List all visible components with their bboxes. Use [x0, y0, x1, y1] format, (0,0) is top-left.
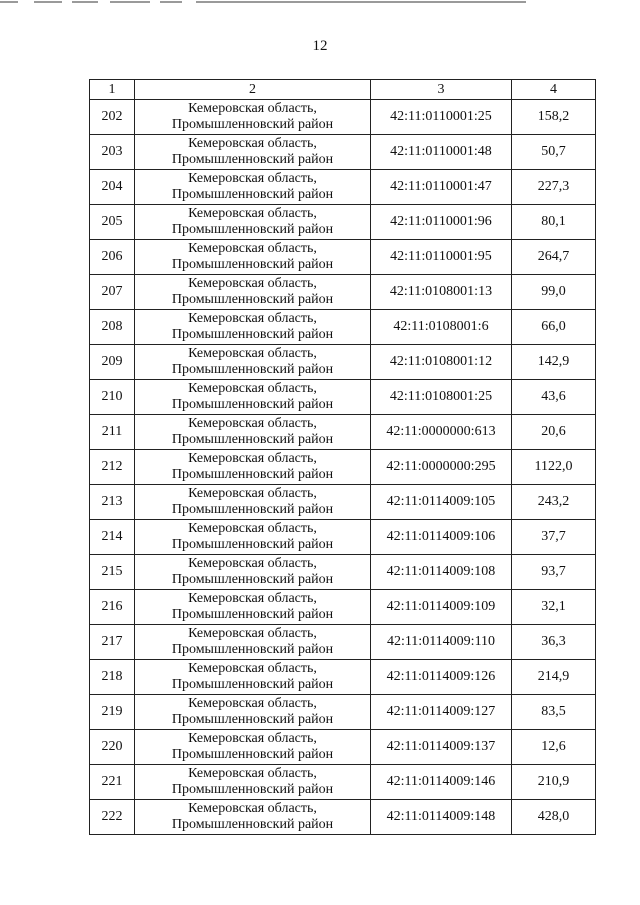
row-number-cell: 205 — [90, 205, 135, 240]
cadastral-number-cell: 42:11:0114009:146 — [371, 765, 512, 800]
table-row — [90, 800, 596, 835]
region-text: Кемеровская область, — [188, 346, 317, 361]
location-cell — [135, 555, 371, 590]
row-number-cell: 222 — [90, 800, 135, 835]
column-header-area: 4 — [512, 80, 596, 100]
area-cell: 243,2 — [512, 485, 596, 520]
cadastral-number-cell: 42:11:0108001:6 — [371, 310, 512, 345]
scan-edge-marks — [0, 0, 640, 6]
area-cell: 428,0 — [512, 800, 596, 835]
area-cell: 50,7 — [512, 135, 596, 170]
region-text: Кемеровская область, — [188, 521, 317, 536]
table-row — [90, 205, 596, 240]
row-number-cell: 206 — [90, 240, 135, 275]
cadastral-number-cell: 42:11:0114009:108 — [371, 555, 512, 590]
scan-edge-mark — [34, 1, 62, 3]
location-cell — [135, 520, 371, 555]
location-cell — [135, 800, 371, 835]
cadastral-number-cell: 42:11:0110001:96 — [371, 205, 512, 240]
region-text: Кемеровская область, — [188, 206, 317, 221]
district-text: Промышленновский район — [171, 642, 334, 657]
cadastral-number-cell: 42:11:0110001:47 — [371, 170, 512, 205]
table-row — [90, 730, 596, 765]
district-text: Промышленновский район — [171, 712, 334, 727]
area-cell: 83,5 — [512, 695, 596, 730]
district-text: Промышленновский район — [171, 677, 334, 692]
location-cell — [135, 275, 371, 310]
row-number-cell: 210 — [90, 380, 135, 415]
area-cell: 66,0 — [512, 310, 596, 345]
district-text: Промышленновский район — [171, 187, 334, 202]
location-cell — [135, 380, 371, 415]
district-text: Промышленновский район — [171, 362, 334, 377]
location-cell — [135, 415, 371, 450]
location-cell — [135, 695, 371, 730]
district-text: Промышленновский район — [171, 502, 334, 517]
location-cell — [135, 450, 371, 485]
location-cell — [135, 660, 371, 695]
table-row — [90, 520, 596, 555]
table-row — [90, 765, 596, 800]
region-text: Кемеровская область, — [188, 486, 317, 501]
scan-edge-mark — [110, 1, 150, 3]
region-text: Кемеровская область, — [188, 801, 317, 816]
cadastral-number-cell: 42:11:0114009:105 — [371, 485, 512, 520]
row-number-cell: 221 — [90, 765, 135, 800]
cadastral-number-cell: 42:11:0110001:48 — [371, 135, 512, 170]
cadastral-number-cell: 42:11:0114009:137 — [371, 730, 512, 765]
row-number-cell: 215 — [90, 555, 135, 590]
location-cell — [135, 310, 371, 345]
area-cell: 1122,0 — [512, 450, 596, 485]
area-cell: 99,0 — [512, 275, 596, 310]
row-number-cell: 213 — [90, 485, 135, 520]
region-text: Кемеровская область, — [188, 626, 317, 641]
area-cell: 12,6 — [512, 730, 596, 765]
region-text: Кемеровская область, — [188, 381, 317, 396]
location-cell — [135, 170, 371, 205]
row-number-cell: 204 — [90, 170, 135, 205]
district-text: Промышленновский район — [171, 432, 334, 447]
district-text: Промышленновский район — [171, 257, 334, 272]
district-text: Промышленновский район — [171, 607, 334, 622]
table-row — [90, 485, 596, 520]
region-text: Кемеровская область, — [188, 136, 317, 151]
scan-edge-mark — [72, 1, 98, 3]
cadastral-number-cell: 42:11:0110001:95 — [371, 240, 512, 275]
location-cell — [135, 590, 371, 625]
table-row — [90, 590, 596, 625]
row-number-cell: 218 — [90, 660, 135, 695]
district-text: Промышленновский район — [171, 747, 334, 762]
location-cell — [135, 100, 371, 135]
area-cell: 37,7 — [512, 520, 596, 555]
location-cell — [135, 765, 371, 800]
district-text: Промышленновский район — [171, 152, 334, 167]
area-cell: 227,3 — [512, 170, 596, 205]
table-row — [90, 240, 596, 275]
region-text: Кемеровская область, — [188, 591, 317, 606]
area-cell: 80,1 — [512, 205, 596, 240]
table-row — [90, 415, 596, 450]
district-text: Промышленновский район — [171, 397, 334, 412]
cadastral-number-cell: 42:11:0114009:109 — [371, 590, 512, 625]
row-number-cell: 207 — [90, 275, 135, 310]
region-text: Кемеровская область, — [188, 171, 317, 186]
district-text: Промышленновский район — [171, 572, 334, 587]
row-number-cell: 202 — [90, 100, 135, 135]
row-number-cell: 219 — [90, 695, 135, 730]
scan-edge-mark — [0, 1, 18, 3]
region-text: Кемеровская область, — [188, 311, 317, 326]
cadastral-number-cell: 42:11:0108001:25 — [371, 380, 512, 415]
region-text: Кемеровская область, — [188, 731, 317, 746]
district-text: Промышленновский район — [171, 467, 334, 482]
district-text: Промышленновский район — [171, 292, 334, 307]
table-row — [90, 380, 596, 415]
region-text: Кемеровская область, — [188, 661, 317, 676]
table-row — [90, 625, 596, 660]
region-text: Кемеровская область, — [188, 101, 317, 116]
area-cell: 158,2 — [512, 100, 596, 135]
area-cell: 93,7 — [512, 555, 596, 590]
table-body — [90, 100, 596, 835]
district-text: Промышленновский район — [171, 222, 334, 237]
cadastral-number-cell: 42:11:0000000:613 — [371, 415, 512, 450]
page-number: 12 — [312, 38, 328, 54]
table-row — [90, 135, 596, 170]
area-cell: 36,3 — [512, 625, 596, 660]
cadastral-number-cell: 42:11:0108001:12 — [371, 345, 512, 380]
location-cell — [135, 205, 371, 240]
region-text: Кемеровская область, — [188, 276, 317, 291]
row-number-cell: 216 — [90, 590, 135, 625]
area-cell: 43,6 — [512, 380, 596, 415]
cadastral-number-cell: 42:11:0114009:106 — [371, 520, 512, 555]
region-text: Кемеровская область, — [188, 241, 317, 256]
location-cell — [135, 345, 371, 380]
cadastral-number-cell: 42:11:0114009:148 — [371, 800, 512, 835]
table-row — [90, 695, 596, 730]
cadastral-number-cell: 42:11:0114009:110 — [371, 625, 512, 660]
district-text: Промышленновский район — [171, 817, 334, 832]
land-plots-table — [89, 79, 596, 835]
row-number-cell: 212 — [90, 450, 135, 485]
cadastral-number-cell: 42:11:0108001:13 — [371, 275, 512, 310]
row-number-cell: 214 — [90, 520, 135, 555]
cadastral-number-cell: 42:11:0114009:126 — [371, 660, 512, 695]
table-row — [90, 555, 596, 590]
district-text: Промышленновский район — [171, 782, 334, 797]
location-cell — [135, 135, 371, 170]
area-cell: 142,9 — [512, 345, 596, 380]
table-row — [90, 275, 596, 310]
scan-edge-mark — [160, 1, 182, 3]
row-number-cell: 203 — [90, 135, 135, 170]
location-cell — [135, 485, 371, 520]
area-cell: 20,6 — [512, 415, 596, 450]
row-number-cell: 208 — [90, 310, 135, 345]
cadastral-number-cell: 42:11:0110001:25 — [371, 100, 512, 135]
table-row — [90, 660, 596, 695]
area-cell: 264,7 — [512, 240, 596, 275]
row-number-cell: 217 — [90, 625, 135, 660]
area-cell: 210,9 — [512, 765, 596, 800]
column-header-number: 1 — [90, 80, 135, 100]
table-row — [90, 450, 596, 485]
location-cell — [135, 240, 371, 275]
district-text: Промышленновский район — [171, 117, 334, 132]
table-row — [90, 100, 596, 135]
region-text: Кемеровская область, — [188, 416, 317, 431]
cadastral-number-cell: 42:11:0000000:295 — [371, 450, 512, 485]
region-text: Кемеровская область, — [188, 696, 317, 711]
table-row — [90, 170, 596, 205]
table-row — [90, 345, 596, 380]
row-number-cell: 220 — [90, 730, 135, 765]
cadastral-number-cell: 42:11:0114009:127 — [371, 695, 512, 730]
table-row — [90, 310, 596, 345]
district-text: Промышленновский район — [171, 327, 334, 342]
column-header-cadastral: 3 — [371, 80, 512, 100]
column-header-location: 2 — [135, 80, 371, 100]
row-number-cell: 211 — [90, 415, 135, 450]
location-cell — [135, 730, 371, 765]
row-number-cell: 209 — [90, 345, 135, 380]
scan-edge-mark — [196, 1, 526, 3]
region-text: Кемеровская область, — [188, 766, 317, 781]
region-text: Кемеровская область, — [188, 451, 317, 466]
area-cell: 32,1 — [512, 590, 596, 625]
table-header-row — [90, 80, 596, 100]
location-cell — [135, 625, 371, 660]
district-text: Промышленновский район — [171, 537, 334, 552]
area-cell: 214,9 — [512, 660, 596, 695]
region-text: Кемеровская область, — [188, 556, 317, 571]
